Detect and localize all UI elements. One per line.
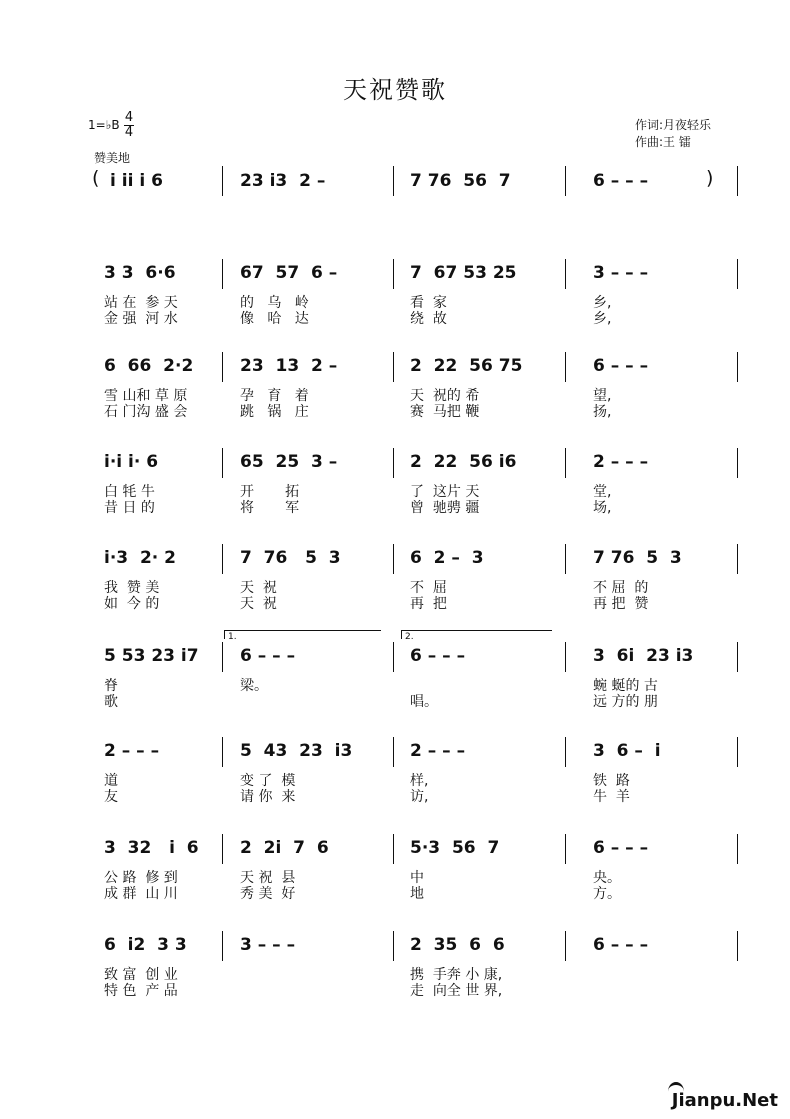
lyric-verse-2: 成 群 山 川	[104, 886, 178, 902]
lyric-verse-1: 铁 路	[593, 773, 630, 789]
measure-notes: 5 53 23 i7	[104, 646, 199, 666]
time-signature-bottom: 4	[124, 125, 134, 140]
measure-notes: 3 – – –	[593, 263, 649, 283]
bar-line	[565, 544, 566, 574]
bar-line	[565, 834, 566, 864]
lyric-verse-1: 天 祝的 希	[410, 388, 480, 404]
bar-line	[393, 544, 394, 574]
lyric-verse-2: 像 哈 达	[240, 311, 309, 327]
lyric-verse-2: 远 方的 朋	[593, 694, 658, 710]
lyric-verse-1: 脊	[104, 678, 118, 694]
bar-line	[565, 259, 566, 289]
measure-notes: 2 22 56 75	[410, 356, 523, 376]
lyric-verse-1: 乡,	[593, 295, 612, 311]
lyric-verse-2: 赛 马把 鞭	[410, 404, 480, 420]
bar-line	[222, 737, 223, 767]
intro-close-paren: )	[706, 167, 714, 189]
lyric-verse-2: 绕 故	[410, 311, 447, 327]
tempo-marking: 赞美地	[94, 151, 131, 165]
bar-line	[737, 834, 738, 864]
bar-line	[565, 737, 566, 767]
measure-notes: 6 – – –	[593, 838, 649, 858]
lyric-verse-1: 我 赞 美	[104, 580, 160, 596]
lyricist: 作词:月夜轻乐	[635, 118, 712, 132]
measure-notes: 2 – – –	[593, 452, 649, 472]
time-signature	[124, 111, 134, 140]
lyric-verse-1: 梁。	[240, 678, 268, 694]
measure-notes: i·3 2· 2	[104, 548, 176, 568]
lyric-verse-1: 孕 育 着	[240, 388, 309, 404]
bar-line	[565, 931, 566, 961]
lyric-verse-1: 堂,	[593, 484, 612, 500]
lyric-verse-1: 的 乌 岭	[240, 295, 309, 311]
lyric-verse-2: 场,	[593, 500, 612, 516]
measure-notes: 7 76 5 3	[240, 548, 341, 568]
bar-line	[222, 448, 223, 478]
bar-line	[565, 352, 566, 382]
key-signature: 1=♭B	[88, 118, 120, 132]
measure-notes: 6 2 – 3	[410, 548, 484, 568]
lyric-verse-2: 唱。	[410, 694, 438, 710]
bar-line	[737, 352, 738, 382]
bar-line	[222, 259, 223, 289]
measure-notes: 2 22 56 i6	[410, 452, 517, 472]
lyric-verse-1: 天 祝 县	[240, 870, 296, 886]
measure-notes: 6 – – –	[593, 356, 649, 376]
intro-measure-4: 6 – – –	[593, 171, 649, 191]
lyric-verse-1: 样,	[410, 773, 429, 789]
lyric-verse-2: 再 把	[410, 596, 447, 612]
measure-notes: 6 – – –	[240, 646, 296, 666]
measure-notes: 3 – – –	[240, 935, 296, 955]
bar-line	[565, 448, 566, 478]
volta-1	[224, 630, 381, 642]
intro-measure-1: i ii i 6	[110, 171, 163, 191]
bar-line	[222, 544, 223, 574]
bar-line	[393, 642, 394, 672]
intro-measure-2: 23 i3 2 –	[240, 171, 326, 191]
bar-line	[393, 931, 394, 961]
measure-notes: 2 2i 7 6	[240, 838, 329, 858]
measure-notes: 5·3 56 7	[410, 838, 500, 858]
bar-line	[737, 931, 738, 961]
bar-line	[393, 737, 394, 767]
measure-notes: 3 6i 23 i3	[593, 646, 694, 666]
bar-line	[737, 448, 738, 478]
measure-notes: 3 32 i 6	[104, 838, 199, 858]
lyric-verse-2: 牛 羊	[593, 789, 630, 805]
measure-notes: 23 13 2 –	[240, 356, 338, 376]
lyric-verse-1: 携 手奔 小 康,	[410, 967, 503, 983]
lyric-verse-1: 望,	[593, 388, 612, 404]
lyric-verse-2: 秀 美 好	[240, 886, 296, 902]
bar-line	[393, 834, 394, 864]
lyric-verse-1: 雪 山和 草 原	[104, 388, 188, 404]
lyric-verse-1: 致 富 创 业	[104, 967, 178, 983]
lyric-verse-1: 中	[410, 870, 424, 886]
volta-2	[401, 630, 552, 642]
lyric-verse-2: 地	[410, 886, 424, 902]
lyric-verse-1: 变 了 模	[240, 773, 296, 789]
measure-notes: i·i i· 6	[104, 452, 159, 472]
lyric-verse-2: 友	[104, 789, 118, 805]
measure-notes: 67 57 6 –	[240, 263, 338, 283]
lyric-verse-1: 道	[104, 773, 118, 789]
bar-line	[737, 544, 738, 574]
lyric-verse-1: 央。	[593, 870, 621, 886]
bar-line	[737, 259, 738, 289]
lyric-verse-2: 如 今 的	[104, 596, 160, 612]
bar-line	[222, 931, 223, 961]
intro-measure-3: 7 76 56 7	[410, 171, 511, 191]
lyric-verse-2: 昔 日 的	[104, 500, 155, 516]
lyric-verse-1: 站 在 参 天	[104, 295, 178, 311]
lyric-verse-1: 天 祝	[240, 580, 277, 596]
bar-line	[393, 448, 394, 478]
measure-notes: 6 i2 3 3	[104, 935, 187, 955]
lyric-verse-2: 访,	[410, 789, 429, 805]
composer: 作曲:王 镭	[635, 135, 691, 149]
lyric-verse-2: 曾 驰骋 疆	[410, 500, 480, 516]
measure-notes: 2 – – –	[104, 741, 160, 761]
measure-notes: 7 76 5 3	[593, 548, 682, 568]
lyric-verse-1: 了 这片 天	[410, 484, 480, 500]
measure-notes: 5 43 23 i3	[240, 741, 353, 761]
lyric-verse-2: 跳 锅 庄	[240, 404, 309, 420]
measure-notes: 6 66 2·2	[104, 356, 194, 376]
lyric-verse-1: 不 屈 的	[593, 580, 649, 596]
lyric-verse-2: 天 祝	[240, 596, 277, 612]
bar-line	[565, 642, 566, 672]
measure-notes: 7 67 53 25	[410, 263, 517, 283]
volta-1-label: 1.	[228, 632, 237, 642]
bar-line	[222, 642, 223, 672]
lyric-verse-2: 金 强 河 水	[104, 311, 178, 327]
bar-line	[393, 352, 394, 382]
lyric-verse-1: 白 牦 牛	[104, 484, 155, 500]
watermark: Jianpu.Net	[671, 1090, 778, 1111]
bar-line	[737, 737, 738, 767]
lyric-verse-1: 不 屈	[410, 580, 447, 596]
bar-line	[393, 259, 394, 289]
volta-2-label: 2.	[405, 632, 414, 642]
lyric-verse-2: 方。	[593, 886, 621, 902]
bar-line	[737, 642, 738, 672]
lyric-verse-1: 开 拓	[240, 484, 300, 500]
measure-notes: 6 – – –	[410, 646, 466, 666]
time-signature-top: 4	[124, 110, 134, 125]
credits	[635, 117, 711, 151]
measure-notes: 3 3 6·6	[104, 263, 176, 283]
lyric-verse-1: 看 家	[410, 295, 447, 311]
lyric-verse-2: 将 军	[240, 500, 300, 516]
lyric-verse-2: 再 把 赞	[593, 596, 649, 612]
lyric-verse-1: 公 路 修 到	[104, 870, 178, 886]
lyric-verse-1: 蜿 蜒的 古	[593, 678, 658, 694]
lyric-verse-2: 乡,	[593, 311, 612, 327]
bar-line	[222, 834, 223, 864]
bar-line	[222, 352, 223, 382]
lyric-verse-2: 请 你 来	[240, 789, 296, 805]
song-title: 天祝赞歌	[343, 76, 447, 104]
measure-notes: 2 – – –	[410, 741, 466, 761]
intro-open-paren: (	[92, 167, 100, 189]
lyric-verse-2: 歌	[104, 694, 118, 710]
lyric-verse-2: 走 向全 世 界,	[410, 983, 503, 999]
measure-notes: 2 35 6 6	[410, 935, 505, 955]
lyric-verse-2: 特 色 产 品	[104, 983, 178, 999]
lyric-verse-2: 石 门沟 盛 会	[104, 404, 188, 420]
measure-notes: 65 25 3 –	[240, 452, 338, 472]
measure-notes: 6 – – –	[593, 935, 649, 955]
lyric-verse-2: 扬,	[593, 404, 612, 420]
measure-notes: 3 6 – i	[593, 741, 661, 761]
